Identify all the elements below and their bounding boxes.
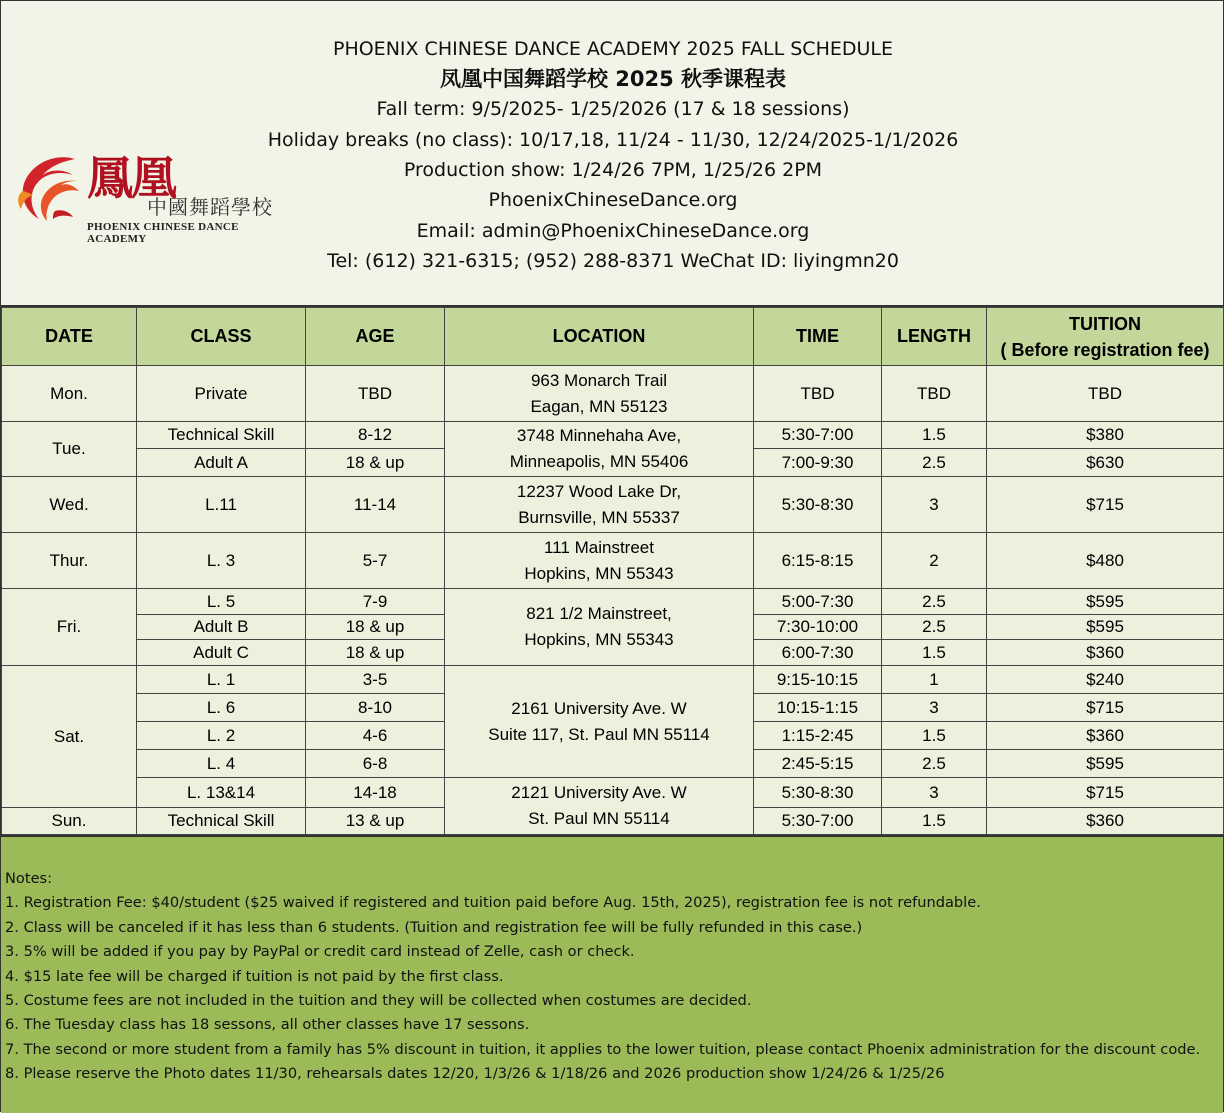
age-cell: 18 & up: [306, 449, 445, 477]
length-cell: 1.5: [882, 722, 987, 750]
time-cell: 1:15-2:45: [754, 722, 882, 750]
class-cell: L. 4: [137, 750, 306, 778]
age-cell: 7-9: [306, 589, 445, 615]
length-cell: 2.5: [882, 589, 987, 615]
header-length: LENGTH: [882, 308, 987, 366]
header-tuition-note: ( Before registration fee): [1000, 339, 1210, 360]
class-cell: Private: [137, 366, 306, 422]
table-header-row: [2, 308, 1224, 366]
location-cell: [445, 666, 754, 778]
tuition-cell: $360: [987, 808, 1224, 835]
location-line: Minneapolis, MN 55406: [509, 452, 689, 471]
tuition-cell: $240: [987, 666, 1224, 694]
class-cell: Adult B: [137, 615, 306, 640]
location-line: 2121 University Ave. W: [511, 783, 687, 802]
age-cell: 4-6: [306, 722, 445, 750]
time-cell: 7:30-10:00: [754, 615, 882, 640]
header-class: CLASS: [137, 308, 306, 366]
tuition-cell: $715: [987, 477, 1224, 533]
header-tuition: [987, 308, 1224, 366]
location-line: 12237 Wood Lake Dr,: [516, 481, 682, 501]
day-cell: Thur.: [2, 533, 137, 589]
table-row: [2, 589, 1224, 615]
schedule-table: [1, 307, 1224, 835]
tuition-cell: $715: [987, 694, 1224, 722]
age-cell: 3-5: [306, 666, 445, 694]
time-cell: 2:45-5:15: [754, 750, 882, 778]
age-cell: 18 & up: [306, 615, 445, 640]
title-chinese: 凤凰中国舞蹈学校 2025 秋季课程表: [439, 67, 787, 91]
age-cell: 13 & up: [306, 808, 445, 835]
length-cell: 2.5: [882, 750, 987, 778]
table-row: [2, 533, 1224, 589]
note-item: 2. Class will be canceled if it has less than 6 students. (Tuition and registration fee will be fully refunded in this case.): [5, 918, 863, 936]
class-cell: L. 13&14: [137, 778, 306, 808]
day-cell: Tue.: [2, 422, 137, 477]
age-cell: TBD: [306, 366, 445, 422]
location-line: Burnsville, MN 55337: [518, 507, 680, 527]
age-cell: 8-10: [306, 694, 445, 722]
length-cell: 2: [882, 533, 987, 589]
schedule-header: [1, 1, 1223, 307]
email-link[interactable]: Email: admin@PhoenixChineseDance.org: [416, 220, 810, 242]
contact-info: Tel: (612) 321-6315; (952) 288-8371 WeChat ID: liyingmn20: [327, 250, 899, 272]
time-cell: 6:00-7:30: [754, 640, 882, 666]
tuition-cell: $715: [987, 778, 1224, 808]
class-cell: Adult C: [137, 640, 306, 666]
tuition-cell: $595: [987, 615, 1224, 640]
logo-english-name: PHOENIX CHINESE DANCE ACADEMY: [87, 221, 239, 245]
age-cell: 11-14: [306, 477, 445, 533]
length-cell: 3: [882, 694, 987, 722]
table-row: [2, 666, 1224, 694]
holiday-breaks: Holiday breaks (no class): 10/17,18, 11/24 - 11/30, 12/24/2025-1/1/2026: [267, 129, 959, 151]
time-cell: 5:30-8:30: [754, 477, 882, 533]
location-line: 963 Monarch Trail: [530, 370, 668, 390]
class-cell: L. 6: [137, 694, 306, 722]
location-cell: [445, 477, 754, 533]
time-cell: 9:15-10:15: [754, 666, 882, 694]
title-english: PHOENIX CHINESE DANCE ACADEMY 2025 FALL SCHEDULE: [332, 38, 893, 60]
length-cell: 3: [882, 778, 987, 808]
header-location: LOCATION: [445, 308, 754, 366]
class-cell: Adult A: [137, 449, 306, 477]
length-cell: 1: [882, 666, 987, 694]
location-line: 2161 University Ave. W: [511, 698, 687, 718]
time-cell: 10:15-1:15: [754, 694, 882, 722]
table-row: [2, 366, 1224, 422]
location-line: Hopkins, MN 55343: [524, 630, 674, 649]
length-cell: 2.5: [882, 449, 987, 477]
time-cell: 6:15-8:15: [754, 533, 882, 589]
location-cell: [445, 422, 754, 477]
class-cell: L. 2: [137, 722, 306, 750]
class-cell: L.11: [137, 477, 306, 533]
location-line: 3748 Minnehaha Ave,: [516, 426, 682, 445]
length-cell: TBD: [882, 366, 987, 422]
tuition-cell: $360: [987, 640, 1224, 666]
notes-heading: Notes:: [5, 870, 53, 887]
table-row: [2, 778, 1224, 808]
length-cell: 1.5: [882, 640, 987, 666]
tuition-cell: $595: [987, 750, 1224, 778]
tuition-cell: $480: [987, 533, 1224, 589]
length-cell: 1.5: [882, 422, 987, 449]
class-cell: L. 1: [137, 666, 306, 694]
time-cell: 7:00-9:30: [754, 449, 882, 477]
location-cell: [445, 778, 754, 835]
day-cell: Fri.: [2, 589, 137, 666]
age-cell: 14-18: [306, 778, 445, 808]
logo-big-characters: 鳳凰: [87, 151, 175, 205]
time-cell: 5:30-8:30: [754, 778, 882, 808]
tuition-cell: $595: [987, 589, 1224, 615]
note-item: 8. Please reserve the Photo dates 11/30, rehearsals dates 12/20, 1/3/26 & 1/18/26 and 2026 production show 1/24/26 & 1/25/26: [5, 1065, 945, 1083]
location-line: Hopkins, MN 55343: [524, 563, 674, 583]
production-show: Production show: 1/24/26 7PM, 1/25/26 2PM: [403, 159, 823, 181]
note-item: 1. Registration Fee: $40/student ($25 waived if registered and tuition paid before Aug. 15th, 2025), registration fee is not refundable.: [5, 894, 981, 912]
header-date: DATE: [2, 308, 137, 366]
time-cell: 5:00-7:30: [754, 589, 882, 615]
notes-section: [1, 835, 1223, 1113]
location-line: Suite 117, St. Paul MN 55114: [488, 724, 710, 744]
location-line: 821 1/2 Mainstreet,: [526, 604, 672, 623]
day-cell: Mon.: [2, 366, 137, 422]
tuition-cell: $630: [987, 449, 1224, 477]
length-cell: 1.5: [882, 808, 987, 835]
time-cell: 5:30-7:00: [754, 422, 882, 449]
day-cell: Sun.: [2, 808, 137, 835]
fall-term: Fall term: 9/5/2025- 1/25/2026 (17 & 18 sessions): [376, 98, 850, 120]
location-cell: [445, 533, 754, 589]
table-row: [2, 477, 1224, 533]
day-cell: Wed.: [2, 477, 137, 533]
note-item: 5. Costume fees are not included in the tuition and they will be collected when costumes are decided.: [5, 992, 752, 1010]
note-item: 7. The second or more student from a family has 5% discount in tuition, it applies to the lower tuition, please contact Phoenix administration for the discount code.: [5, 1040, 1201, 1058]
logo-school-name-chinese: 中國舞蹈學校: [147, 195, 273, 219]
header-tuition-label: TUITION: [1069, 313, 1141, 334]
location-cell: [445, 589, 754, 666]
day-cell: Sat.: [2, 666, 137, 808]
class-cell: L. 3: [137, 533, 306, 589]
note-item: 4. $15 late fee will be charged if tuition is not paid by the first class.: [5, 967, 504, 985]
class-cell: Technical Skill: [137, 808, 306, 835]
location-line: St. Paul MN 55114: [528, 809, 670, 828]
class-cell: Technical Skill: [137, 422, 306, 449]
length-cell: 2.5: [882, 615, 987, 640]
tuition-cell: TBD: [987, 366, 1224, 422]
length-cell: 3: [882, 477, 987, 533]
age-cell: 8-12: [306, 422, 445, 449]
website-link[interactable]: PhoenixChineseDance.org: [488, 189, 738, 211]
tuition-cell: $360: [987, 722, 1224, 750]
location-line: 111 Mainstreet: [544, 537, 654, 557]
table-row: [2, 422, 1224, 449]
time-cell: 5:30-7:00: [754, 808, 882, 835]
location-cell: [445, 366, 754, 422]
note-item: 3. 5% will be added if you pay by PayPal or credit card instead of Zelle, cash or check.: [5, 943, 635, 961]
age-cell: 6-8: [306, 750, 445, 778]
time-cell: TBD: [754, 366, 882, 422]
header-time: TIME: [754, 308, 882, 366]
class-cell: L. 5: [137, 589, 306, 615]
location-line: Eagan, MN 55123: [530, 396, 668, 416]
age-cell: 5-7: [306, 533, 445, 589]
header-age: AGE: [306, 308, 445, 366]
age-cell: 18 & up: [306, 640, 445, 666]
note-item: 6. The Tuesday class has 18 sessons, all other classes have 17 sessons.: [5, 1016, 530, 1034]
tuition-cell: $380: [987, 422, 1224, 449]
